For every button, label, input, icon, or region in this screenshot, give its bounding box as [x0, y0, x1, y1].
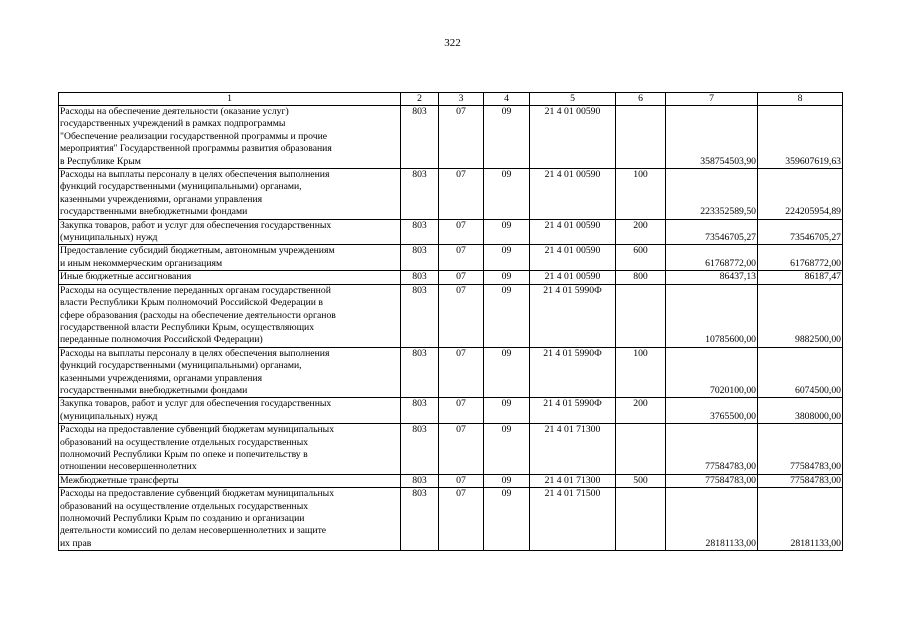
- section-code: 07: [439, 398, 484, 424]
- section-code: 07: [439, 245, 484, 271]
- amount-year-1: 7020100,00: [666, 347, 758, 398]
- section-code: 07: [439, 219, 484, 245]
- amount-year-2: 359607619,63: [758, 106, 843, 169]
- section-code: 07: [439, 347, 484, 398]
- ministry-code: 803: [401, 398, 439, 424]
- column-header: 6: [616, 93, 666, 106]
- target-article-code: 21 4 01 71300: [530, 474, 616, 487]
- subsection-code: 09: [484, 106, 530, 169]
- column-header: 7: [666, 93, 758, 106]
- expense-description: [59, 284, 401, 347]
- subsection-code: 09: [484, 398, 530, 424]
- subsection-code: 09: [484, 284, 530, 347]
- expense-type-code: [616, 106, 666, 169]
- expense-description: [59, 169, 401, 220]
- amount-year-2: 3808000,00: [758, 398, 843, 424]
- description-line: Межбюджетные трансферты: [60, 474, 179, 486]
- amount-year-1: 77584783,00: [666, 474, 758, 487]
- expense-type-code: [616, 284, 666, 347]
- target-article-code: 21 4 01 00590: [530, 106, 616, 169]
- subsection-code: 09: [484, 245, 530, 271]
- subsection-code: 09: [484, 474, 530, 487]
- description-line: образований на осуществление отдельных государственных: [60, 436, 309, 448]
- target-article-code: 21 4 01 00590: [530, 271, 616, 284]
- table-row: [59, 106, 843, 169]
- description-line: их прав: [60, 537, 92, 549]
- table-row: [59, 398, 843, 424]
- subsection-code: 09: [484, 219, 530, 245]
- column-header: 4: [484, 93, 530, 106]
- description-line: Расходы на предоставление субвенций бюджетам муниципальных: [60, 424, 335, 436]
- ministry-code: 803: [401, 474, 439, 487]
- amount-year-1: 10785600,00: [666, 284, 758, 347]
- description-line: государственных учреждений в рамках подпрограммы: [60, 118, 286, 130]
- budget-table: [58, 92, 843, 551]
- ministry-code: 803: [401, 245, 439, 271]
- expense-type-code: 100: [616, 169, 666, 220]
- description-line: полномочий Республики Крым по созданию и организации: [60, 513, 305, 524]
- description-line: и иным некоммерческим организациям: [60, 257, 223, 269]
- expense-description: [59, 398, 401, 424]
- target-article-code: 21 4 01 00590: [530, 169, 616, 220]
- description-line: казенными учреждениями, органами управления: [60, 372, 263, 384]
- description-line: власти Республики Крым полномочий Российской Федерации в: [60, 297, 323, 309]
- section-code: 07: [439, 169, 484, 220]
- table-row: [59, 284, 843, 347]
- table-row: [59, 488, 843, 551]
- ministry-code: 803: [401, 271, 439, 284]
- expense-description: [59, 424, 401, 475]
- table-row: [59, 424, 843, 475]
- description-line: полномочий Республики Крым по опеке и попечительству в: [60, 448, 308, 460]
- amount-year-1: 3765500,00: [666, 398, 758, 424]
- description-line: Расходы на выплаты персоналу в целях обеспечения выполнения: [60, 169, 330, 181]
- subsection-code: 09: [484, 488, 530, 551]
- target-article-code: 21 4 01 5990Ф: [530, 347, 616, 398]
- section-code: 07: [439, 271, 484, 284]
- expense-description: [59, 488, 401, 551]
- description-line: образований на осуществление отдельных государственных: [60, 500, 309, 512]
- description-line: (муниципальных) нужд: [60, 410, 158, 422]
- expense-type-code: 200: [616, 219, 666, 245]
- description-line: казенными учреждениями, органами управления: [60, 193, 263, 205]
- expense-description: [59, 245, 401, 271]
- ministry-code: 803: [401, 219, 439, 245]
- subsection-code: 09: [484, 169, 530, 220]
- description-line: Расходы на осуществление переданных органам государственной: [60, 284, 331, 296]
- amount-year-2: 6074500,00: [758, 347, 843, 398]
- description-line: Закупка товаров, работ и услуг для обеспечения государственных: [60, 219, 332, 231]
- ministry-code: 803: [401, 347, 439, 398]
- column-header: 1: [59, 93, 401, 106]
- amount-year-1: 77584783,00: [666, 424, 758, 475]
- description-line: Предоставление субсидий бюджетным, автономным учреждениям: [60, 245, 335, 257]
- subsection-code: 09: [484, 347, 530, 398]
- target-article-code: 21 4 01 5990Ф: [530, 398, 616, 424]
- amount-year-1: 86437,13: [666, 271, 758, 284]
- amount-year-2: 28181133,00: [758, 488, 843, 551]
- section-code: 07: [439, 424, 484, 475]
- ministry-code: 803: [401, 424, 439, 475]
- amount-year-2: 73546705,27: [758, 219, 843, 245]
- subsection-code: 09: [484, 271, 530, 284]
- expense-description: [59, 219, 401, 245]
- table-header-row: [59, 93, 843, 106]
- amount-year-1: 28181133,00: [666, 488, 758, 551]
- section-code: 07: [439, 488, 484, 551]
- ministry-code: 803: [401, 284, 439, 347]
- amount-year-2: 86187,47: [758, 271, 843, 284]
- target-article-code: 21 4 01 71300: [530, 424, 616, 475]
- description-line: функций государственными (муниципальными) органами,: [60, 181, 302, 193]
- amount-year-1: 73546705,27: [666, 219, 758, 245]
- description-line: Иные бюджетные ассигнования: [60, 271, 192, 283]
- description-line: функций государственными (муниципальными) органами,: [60, 360, 302, 372]
- description-line: Расходы на выплаты персоналу в целях обеспечения выполнения: [60, 347, 330, 359]
- column-header: 8: [758, 93, 843, 106]
- section-code: 07: [439, 284, 484, 347]
- description-line: "Обеспечение реализации государственной программы и прочие: [60, 130, 328, 142]
- description-line: переданные полномочия Российской Федерации): [60, 334, 263, 346]
- target-article-code: 21 4 01 5990Ф: [530, 284, 616, 347]
- description-line: сфере образования (расходы на обеспечение деятельности органов: [60, 309, 336, 321]
- ministry-code: 803: [401, 106, 439, 169]
- section-code: 07: [439, 474, 484, 487]
- page-number: 322: [444, 37, 461, 49]
- expense-type-code: 800: [616, 271, 666, 284]
- subsection-code: 09: [484, 424, 530, 475]
- target-article-code: 21 4 01 00590: [530, 245, 616, 271]
- target-article-code: 21 4 01 71500: [530, 488, 616, 551]
- table-row: [59, 219, 843, 245]
- expense-type-code: 600: [616, 245, 666, 271]
- description-line: (муниципальных) нужд: [60, 232, 158, 244]
- table-row: [59, 169, 843, 220]
- column-header: 5: [530, 93, 616, 106]
- expense-description: [59, 474, 401, 487]
- amount-year-2: 9882500,00: [758, 284, 843, 347]
- table-row: [59, 474, 843, 487]
- expense-type-code: 100: [616, 347, 666, 398]
- description-line: Расходы на предоставление субвенций бюджетам муниципальных: [60, 488, 335, 500]
- column-header: 2: [401, 93, 439, 106]
- expense-description: [59, 106, 401, 169]
- section-code: 07: [439, 106, 484, 169]
- amount-year-1: 358754503,90: [666, 106, 758, 169]
- description-line: деятельности комиссий по делам несовершеннолетних и защите: [60, 525, 327, 537]
- description-line: отношении несовершеннолетних: [60, 461, 197, 473]
- amount-year-2: 77584783,00: [758, 424, 843, 475]
- description-line: мероприятия" Государственной программы развития образования: [60, 143, 332, 155]
- ministry-code: 803: [401, 488, 439, 551]
- expense-description: [59, 347, 401, 398]
- expense-type-code: 200: [616, 398, 666, 424]
- description-line: в Республике Крым: [60, 155, 141, 167]
- amount-year-2: 77584783,00: [758, 474, 843, 487]
- description-line: государственными внебюджетными фондами: [60, 384, 248, 396]
- amount-year-1: 223352589,50: [666, 169, 758, 220]
- description-line: Расходы на обеспечение деятельности (оказание услуг): [60, 106, 289, 117]
- amount-year-2: 224205954,89: [758, 169, 843, 220]
- amount-year-1: 61768772,00: [666, 245, 758, 271]
- column-header: 3: [439, 93, 484, 106]
- table-row: [59, 271, 843, 284]
- expense-description: [59, 271, 401, 284]
- description-line: государственными внебюджетными фондами: [60, 206, 248, 218]
- table-row: [59, 245, 843, 271]
- expense-type-code: [616, 488, 666, 551]
- ministry-code: 803: [401, 169, 439, 220]
- description-line: Закупка товаров, работ и услуг для обеспечения государственных: [60, 398, 332, 410]
- expense-type-code: 500: [616, 474, 666, 487]
- amount-year-2: 61768772,00: [758, 245, 843, 271]
- description-line: государственной власти Республики Крым, осуществляющих: [60, 321, 315, 333]
- target-article-code: 21 4 01 00590: [530, 219, 616, 245]
- expense-type-code: [616, 424, 666, 475]
- table-row: [59, 347, 843, 398]
